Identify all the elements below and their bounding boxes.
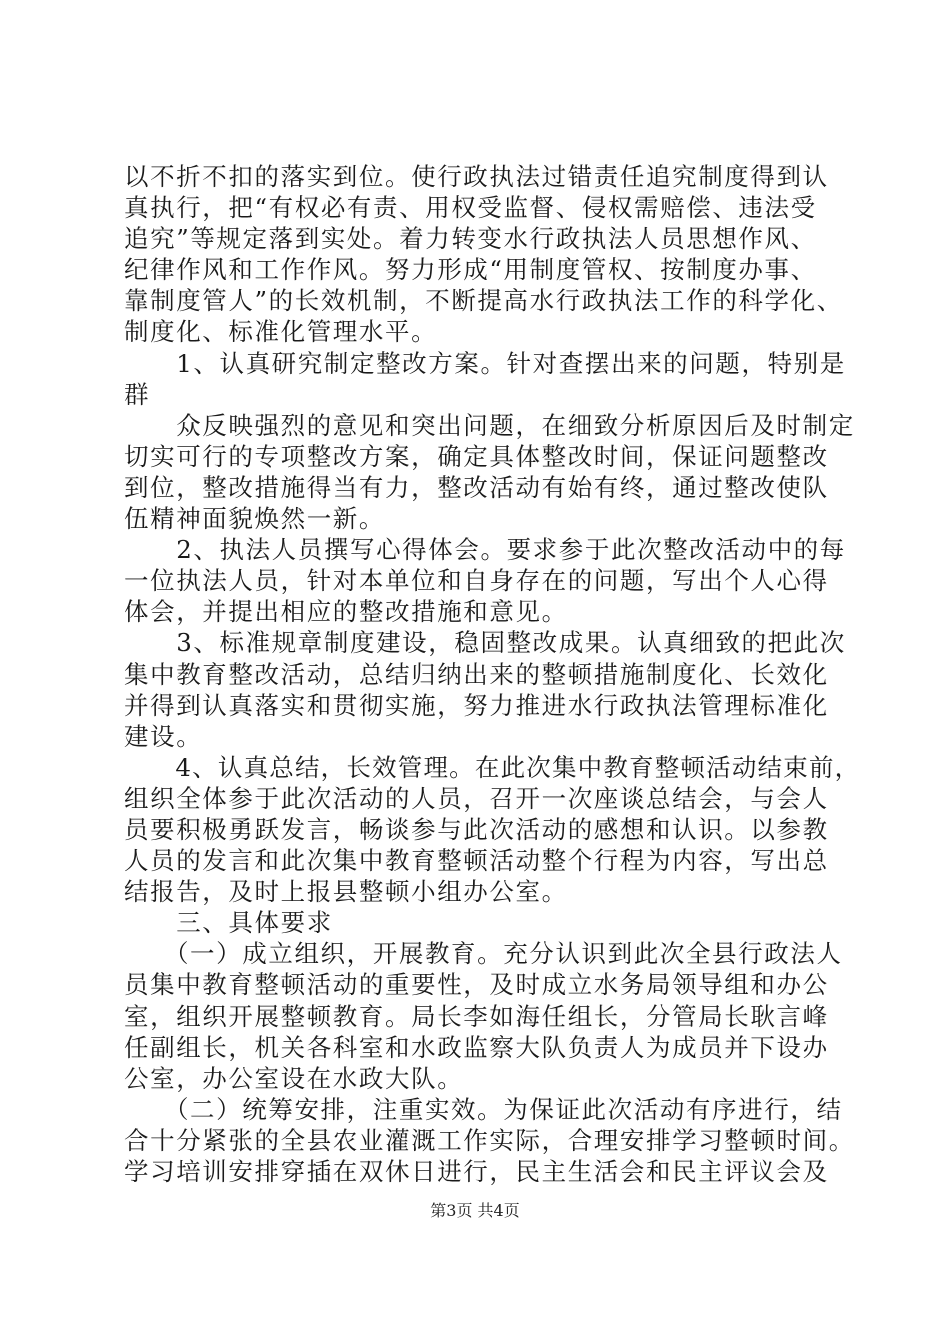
text-line: 合十分紧张的全县农业灌溉工作实际，合理安排学习整顿时间。 <box>124 1125 855 1155</box>
document-body <box>124 161 864 1187</box>
text-line: 室，组织开展整顿教育。局长李如海任组长，分管局长耿言峰 <box>124 1001 829 1031</box>
text-line: 群 <box>124 379 151 409</box>
text-line: 追究”等规定落到实处。着力转变水行政执法人员思想作风、 <box>124 224 817 254</box>
text-line: 1、认真研究制定整改方案。针对查摆出来的问题，特别是 <box>124 348 846 378</box>
text-line: （一）成立组织，开展教育。充分认识到此次全县行政法人 <box>124 939 843 969</box>
text-line: 3、标准规章制度建设，稳固整改成果。认真细致的把此次 <box>124 628 846 658</box>
text-line: 员集中教育整顿活动的重要性，及时成立水务局领导组和办公 <box>124 970 829 1000</box>
text-line: 体会，并提出相应的整改措施和意见。 <box>124 597 568 627</box>
text-line: 伍精神面貌焕然一新。 <box>124 504 385 534</box>
text-line: 三、具体要求 <box>124 908 333 938</box>
text-line: 员要积极勇跃发言，畅谈参与此次活动的感想和认识。以参教 <box>124 814 829 844</box>
text-line: 学习培训安排穿插在双休日进行，民主生活会和民主评议会及 <box>124 1157 829 1186</box>
text-line: （二）统筹安排，注重实效。为保证此次活动有序进行，结 <box>124 1094 843 1124</box>
text-line: 公室，办公室设在水政大队。 <box>124 1063 464 1093</box>
text-line: 2、执法人员撰写心得体会。要求参于此次整改活动中的每 <box>124 535 846 565</box>
text-line: 建设。 <box>124 721 203 751</box>
text-line: 以不折不扣的落实到位。使行政执法过错责任追究制度得到认 <box>124 162 829 191</box>
text-line: 并得到认真落实和贯彻实施，努力推进水行政执法管理标准化 <box>124 690 829 720</box>
text-line: 4、认真总结，长效管理。在此次集中教育整顿活动结束前， <box>124 752 861 782</box>
text-line: 靠制度管人”的长效机制，不断提高水行政执法工作的科学化、 <box>124 286 843 316</box>
text-line: 集中教育整改活动，总结归纳出来的整顿措施制度化、长效化 <box>124 659 829 689</box>
text-line: 到位，整改措施得当有力，整改活动有始有终，通过整改使队 <box>124 472 829 502</box>
text-line: 真执行，把“有权必有责、用权受监督、侵权需赔偿、违法受 <box>124 193 817 223</box>
page-number-footer: 第3页 共4页 <box>430 1201 520 1220</box>
text-line: 组织全体参于此次活动的人员，召开一次座谈总结会，与会人 <box>124 783 829 813</box>
text-line: 任副组长，机关各科室和水政监察大队负责人为成员并下设办 <box>124 1032 829 1062</box>
text-line: 一位执法人员，针对本单位和自身存在的问题，写出个人心得 <box>124 566 829 596</box>
text-line: 人员的发言和此次集中教育整顿活动整个行程为内容，写出总 <box>124 846 829 876</box>
text-line: 切实可行的专项整改方案，确定具体整改时间，保证问题整改 <box>124 441 829 471</box>
text-line: 众反映强烈的意见和突出问题，在细致分析原因后及时制定 <box>124 410 855 440</box>
text-line: 纪律作风和工作作风。努力形成“用制度管权、按制度办事、 <box>124 255 817 285</box>
text-line: 制度化、标准化管理水平。 <box>124 317 438 347</box>
text-line: 结报告，及时上报县整顿小组办公室。 <box>124 877 568 907</box>
